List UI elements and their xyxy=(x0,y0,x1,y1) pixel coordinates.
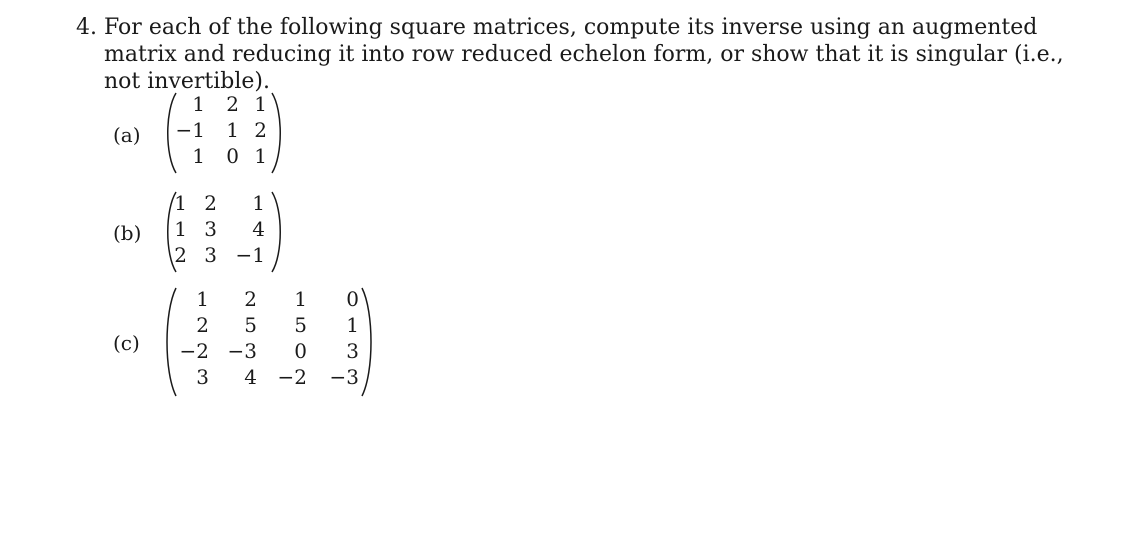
matrix-c xyxy=(163,286,383,398)
problem-text: For each of the following square matrices, compute its inverse using an augmented matrix and reducing it into row reduced echelon form, or show that it is singular (i.e., not invertible). xyxy=(104,15,1064,94)
matrix-grid xyxy=(175,91,267,169)
matrix-cell: 5 xyxy=(244,313,257,337)
matrix-cell: 2 xyxy=(254,118,267,142)
matrix-cell: 1 xyxy=(192,92,205,116)
problem-number: 4. xyxy=(76,15,97,40)
right-paren-icon xyxy=(269,91,285,175)
matrix-cell: 3 xyxy=(196,365,209,389)
matrix-cell: 0 xyxy=(226,144,239,168)
matrix-cell: 1 xyxy=(192,144,205,168)
matrix-cell: 4 xyxy=(252,217,265,241)
part-label: (a) xyxy=(113,123,141,147)
matrix-cell: 1 xyxy=(226,118,239,142)
matrix-cell: 1 xyxy=(174,191,187,215)
matrix-cell: 3 xyxy=(346,339,359,363)
matrix-grid xyxy=(173,286,359,390)
matrix-cell: −1 xyxy=(235,243,265,267)
matrix-cell: 0 xyxy=(294,339,307,363)
matrix-a xyxy=(163,91,303,175)
part-label: (b) xyxy=(113,221,142,245)
matrix-cell: 3 xyxy=(204,217,217,241)
matrix-cell: 0 xyxy=(346,287,359,311)
problem-statement xyxy=(76,14,1096,95)
matrix-cell: 2 xyxy=(204,191,217,215)
matrix-cell: 1 xyxy=(196,287,209,311)
matrix-cell: 1 xyxy=(174,217,187,241)
matrix-grid xyxy=(169,190,265,268)
matrix-cell: −3 xyxy=(329,365,359,389)
matrix-cell: 5 xyxy=(294,313,307,337)
matrix-cell: −3 xyxy=(227,339,257,363)
matrix-cell: 1 xyxy=(254,92,267,116)
matrix-cell: 2 xyxy=(244,287,257,311)
matrix-cell: −1 xyxy=(175,118,205,142)
matrix-cell: 1 xyxy=(294,287,307,311)
matrix-b xyxy=(163,190,303,274)
matrix-cell: 1 xyxy=(252,191,265,215)
matrix-cell: 2 xyxy=(196,313,209,337)
matrix-cell: −2 xyxy=(277,365,307,389)
matrix-cell: 3 xyxy=(204,243,217,267)
right-paren-icon xyxy=(359,286,375,398)
matrix-cell: 2 xyxy=(174,243,187,267)
part-label: (c) xyxy=(113,331,140,355)
matrix-cell: 1 xyxy=(254,144,267,168)
matrix-cell: 1 xyxy=(346,313,359,337)
matrix-cell: −2 xyxy=(179,339,209,363)
matrix-cell: 4 xyxy=(244,365,257,389)
right-paren-icon xyxy=(269,190,285,274)
matrix-cell: 2 xyxy=(226,92,239,116)
